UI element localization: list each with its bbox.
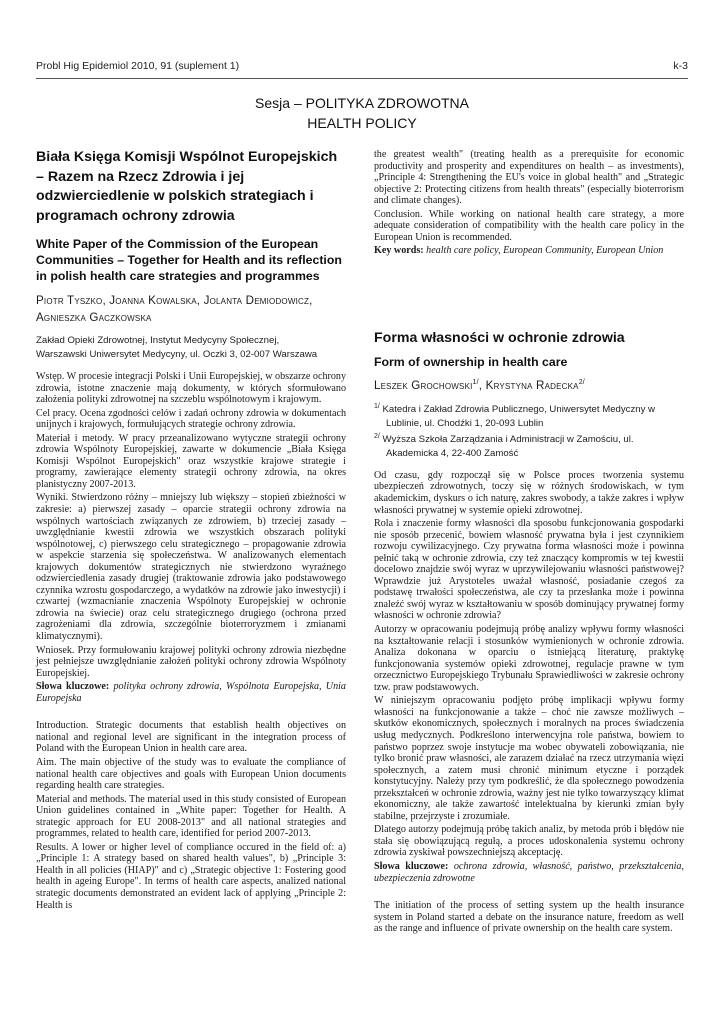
abstract-en-conclusion: Conclusion. While working on national health care strategy, a more adequate consideration of compatibility with the health care policy in the European Union is recommended. [374,208,684,243]
affiliation-line: Warszawski Uniwersytet Medycyny, ul. Oczki 3, 02-007 Warszawa [36,349,318,360]
affiliation-line: Zakład Opieki Zdrowotnej, Instytut Medycyny Społecznej, [36,335,280,346]
journal-header: Probl Hig Epidemiol 2010, 91 (suplement 1) [36,60,240,72]
article2-title-pl: Forma własności w ochronie zdrowia [374,329,625,346]
abstract2-pl-p1: Od czasu, gdy rozpoczął się w Polsce proces tworzenia systemu ubezpieczeń zdrowotnych, toczy się w różnych środowiskach, w tym akademickim, dyskurs o ich naturę, zakres swobody, a także zakres i wpływ własności prywatnej w systemie opieki zdrowotnej. [374,469,684,516]
keywords-label: Słowa kluczowe: [374,860,449,872]
abstract-pl-results: Wyniki. Stwierdzono różny – mniejszy lub większy – stopień zbieżności w zakresie: a) pierwszej zasady – oparcie strategii ochrony zdrowia na wspólnych wartościach związanych ze zdrowiem, b) trzeciej zasady – uwzględnianie kwestii zdrowia we wszystkich obszarach polityki wspólnotowej, c) pierwszego celu strategicznego – propagowanie zdrowia w aspekcie starzenia się społeczeństwa. W analizowanych elementach krajowych dokumentów strategicznych nie stwierdzono wyraźnego odzwierciedlenia zasady drugiej (traktowanie zdrowia jako podstawowego czynnika wzrostu gospodarczego, a wydatków na zdrowie jako inwestycji) i czwartej (wzmacnianie znaczenia Wspólnoty Europejskiej w ochronie zdrowia na świecie) oraz celu strategicznego drugiego (ochrona przed zagrożeniami dla zdrowia, szczególnie bioterroryzmem i zmianami klimatycznymi). [36,492,346,643]
keywords-text: ochrona zdrowia, własność, państwo, przekształcenia, ubezpieczenia zdrowotne [374,860,684,884]
keywords-pl [36,681,346,704]
affiliation-item [374,433,684,461]
article2-title-en: Form of ownership in health care [374,355,568,370]
author-separator: , [478,379,486,393]
abstract-pl-methods: Materiał i metody. W pracy przeanalizowano wytyczne strategii ochrony zdrowia Wspólnoty Europejskiej, zawarte w dokumencie „Biała Księga Komisji Wspólnot Europejskich" oraz wszystkie krajowe strategie i programy, zawierające elementy strategii ochrony zdrowia, na okres planistyczny 2007-2013. [36,432,346,490]
header-rule [36,78,688,79]
abstract-en-methods: Material and methods. The material used in this study consisted of European Union guidelines contained in „White paper: Together for Health. A strategic approach for EU 2008-2013" and all national strategies and programmes, related to health care, identified for period 2007-2013. [36,793,346,840]
right-column [374,149,684,937]
affil-text: Wyższa Szkoła Zarządzania i Administracji w Zamościu, ul. Akademicka 4, 22-400 Zamość [382,433,634,459]
article1-title-pl: Biała Księga Komisji Wspólnot Europejskich – Razem na Rzecz Zdrowia i jej odzwierciedlenie w polskich strategiach i programach ochrony zdrowia [36,149,338,224]
session-title-en: HEALTH POLICY [307,115,417,131]
author-name: Leszek Grochowski [374,379,473,393]
affil-text: Katedra i Zakład Zdrowia Publicznego, Uniwersytet Medyczny w Lublinie, ul. Chodźki 1, 20-093 Lublin [382,403,655,429]
author-affil-ref: 2/ [578,379,585,387]
abstract2-en-p1: The initiation of the process of setting system up the health insurance system in Poland started a debate on the insurance nature, freedom as well as the range and influence of private ownership on the health care system. [374,900,684,935]
keywords-pl-2 [374,861,684,884]
keywords-text: polityka ochrony zdrowia, Wspólnota Europejska, Unia Europejska [36,681,346,704]
article1-title-en: White Paper of the Commission of the European Communities – Together for Health and its reflection in polish health care strategies and programmes [36,237,342,283]
abstract2-pl-p5: Dlatego autorzy podejmują próbę takich analiz, by metoda prób i błędów nie stała się obowiązującą regułą, a proces udoskonalenia systemu ochrony zdrowia zyskiwał powszechniejszą akceptację. [374,824,685,859]
abstract2-pl-p3: Autorzy w opracowaniu podejmują próbę analizy wpływu formy własności na kształtowanie relacji i stosunków wymienionych w ochronie zdrowia. Analiza dokonana w oparciu o istniejącą literaturę, praktykę funkcjonowania systemów opieki zdrowotnej, regulacje prawne w tym orzecznictwo Europejskiego Trybunału Sprawiedliwości w zakresie ochrony tzw. praw podstawowych. [374,624,684,693]
session-title-pl: Sesja – POLITYKA ZDROWOTNA [255,95,469,111]
affil-number: 2/ [374,432,380,440]
keywords-en [374,245,684,257]
article1-authors: Piotr Tyszko, Joanna Kowalska, Jolanta Demiodowicz, Agnieszka Gaczkowska [36,294,313,324]
left-column [36,148,346,913]
article2-affiliations [374,403,684,461]
abstract-pl-conclusion: Wniosek. Przy formułowaniu krajowej polityki ochrony zdrowia niezbędne jest pełniejsze uwzględnianie założeń polityki ochrony zdrowia Wspólnoty Europejskiej. [36,644,346,679]
abstract2-pl-p4: W niniejszym opracowaniu podjęto próbę implikacji wpływu formy własności na funkcjonowanie a także – choć nie zawsze możliwych – skutków ekonomicznych, społecznych i moralnych na proces świadczenia usług medycznych. Podkreślono interwencyjna role państwa, bowiem to państwo poprzez swoje instytucje ma wobec obywateli zobowiązania, nie tylko bronić praw własności, ale zarazem działać na rzecz utrzymania więzi społecznych, a zatem musi chronić minimum etyczne i porządek konstytucyjny. Należy przy tym podkreślić, że dla społecznego powodzenia przekształceń w ochronie zdrowia, ważny jest nie tylko towarzyszący klimat ekonomiczny, ale także zawartość intelektualna by kierunki zmian były stabilne, przejrzyste i zrozumiałe. [374,695,684,822]
keywords-text: health care policy, European Community, European Union [426,245,664,257]
abstract-en-intro: Introduction. Strategic documents that establish health objectives on national and regional level are significant in the integration process of Poland with the European Union in health care area. [36,720,346,755]
author-affil-ref: 1/ [472,379,479,387]
session-heading [0,93,724,133]
keywords-label: Key words: [374,245,424,257]
author-name: Krystyna Radecka [485,379,579,393]
page-number: k-3 [673,60,688,72]
abstract-en-results: Results. A lower or higher level of compliance occured in the field of: a) „Principle 1: A strategy based on shared health values", b) „Principle 3: Health in all policies (HIAP)" and c) „Strategic objective 1: Fostering good health in ageing Europe". In terms of health care aspects, analized national strategic documents demonstrated an evident lack of applying „Principle 2: Health is [36,841,346,911]
abstract2-pl-p2: Rola i znaczenie formy własności dla sposobu funkcjonowania gospodarki nie sposób przecenić, bowiem własność prywatna była i jest czynnikiem rozwoju cywilizacyjnego. Czy prywatna forma własności może i powinna pełnić taką w ochronie zdrowia, czy też znaczący kompromis w tej kwestii docelowo znajdzie swój wyraz w uprzywilejowaniu własności państwowej? Wprawdzie już Arystoteles uważał własność, posiadanie czegoś za podstawę trwałości społeczeństwa, ale czy ta przesłanka może i powinna znaleźć swój wyraz w kształtowaniu w sposób dominujący prywatnej formy własności w ochronie zdrowia? [374,518,684,622]
abstract-en-aim: Aim. The main objective of the study was to evaluate the compliance of national health care objectives and goals with European Union documents regarding health care strategies. [36,756,346,792]
article1-affiliation [36,334,346,362]
affiliation-item [374,403,684,431]
article2-authors [374,378,684,395]
affil-number: 1/ [374,402,380,410]
abstract-pl-aim: Cel pracy. Ocena zgodności celów i zadań ochrony zdrowia w dokumentach unijnych i krajowych, formułujących strategie ochrony zdrowia. [36,407,346,431]
abstract-en-results-continued: the greatest wealth" (treating health as a prerequisite for economic productivity and prosperity and expenditures on health – as investments), „Principle 4: Strengthening the EU's voice in global health" and „Strategic objective 2: Protecting citizens from health threats" (especially bioterrorism and climate changes). [374,149,684,207]
abstract-pl-intro: Wstęp. W procesie integracji Polski i Unii Europejskiej, w obszarze ochrony zdrowia, istotne znaczenie mają dokumenty, w których sformułowano założenia polityki zdrowotnej na szczeblu wspólnotowym i krajowym. [36,371,346,406]
keywords-label: Słowa kluczowe: [36,681,110,693]
